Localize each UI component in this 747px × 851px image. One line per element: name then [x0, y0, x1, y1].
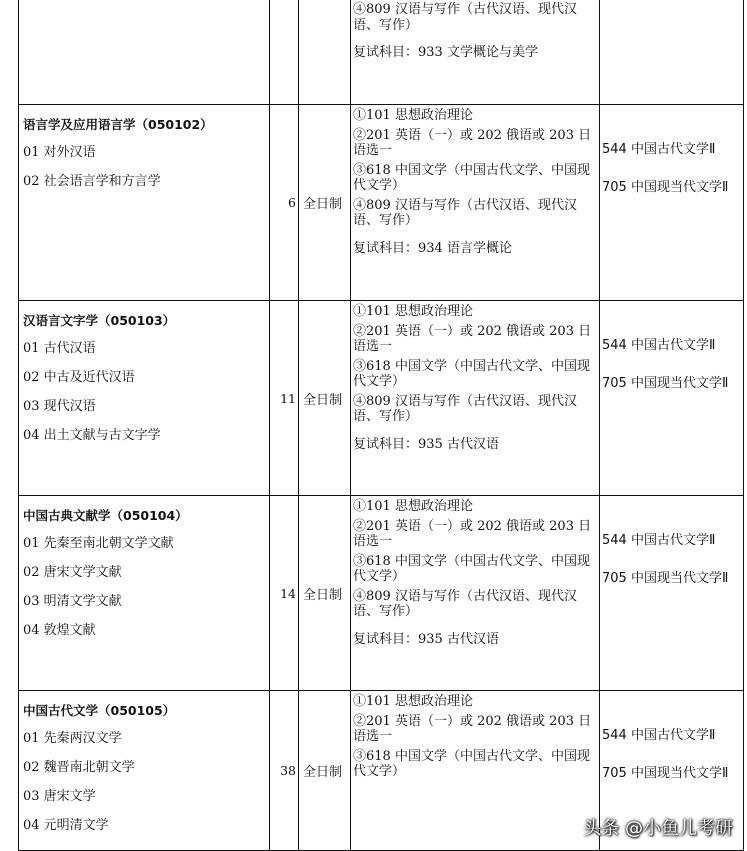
- major-cell: [19, 105, 270, 301]
- count-cell: [270, 0, 299, 105]
- subjects-cell: [351, 691, 600, 851]
- exam-subject: ①101 思想政治理论: [353, 499, 473, 514]
- table-row: [19, 105, 744, 301]
- exam-subject: ④809 汉语与写作（古代汉语、现代汉语、写作）: [353, 2, 577, 33]
- study-mode: 全日制: [299, 496, 351, 691]
- enrollment-count: 11: [270, 301, 299, 496]
- retest-subject: 复试科目：935 古代汉语: [353, 436, 499, 452]
- reference-subject: 544 中国古代文学Ⅱ: [602, 533, 716, 548]
- research-direction: 04 元明清文学: [23, 818, 109, 833]
- reference-subject: 544 中国古代文学Ⅱ: [602, 142, 716, 157]
- exam-subject: ①101 思想政治理论: [353, 694, 473, 709]
- table-row: [19, 496, 744, 691]
- research-direction: 02 社会语言学和方言学: [23, 174, 161, 189]
- exam-subject: ④809 汉语与写作（古代汉语、现代汉语、写作）: [353, 197, 577, 228]
- reference-subject: 705 中国现当代文学Ⅱ: [602, 571, 729, 586]
- reference-subject: 544 中国古代文学Ⅱ: [602, 728, 716, 743]
- enrollment-count: 14: [270, 496, 299, 691]
- watermark: 头条 @小鱼儿考研: [583, 818, 733, 839]
- refs-cell: [600, 496, 744, 691]
- retest-subject: 复试科目：933 文学概论与美学: [353, 45, 538, 60]
- research-direction: 01 先秦至南北朝文学文献: [23, 536, 174, 551]
- major-title: 中国古典文献学（050104）: [23, 508, 188, 523]
- admissions-table: [18, 0, 744, 851]
- research-direction: 01 先秦两汉文学: [23, 731, 122, 746]
- reference-subject: 705 中国现当代文学Ⅱ: [602, 180, 729, 195]
- major-cell: [19, 496, 270, 691]
- enrollment-count: 6: [270, 105, 299, 301]
- retest-subject: 复试科目：935 古代汉语: [353, 631, 499, 647]
- reference-subject: 544 中国古代文学Ⅱ: [602, 338, 716, 353]
- major-title: 中国古代文学（050105）: [23, 703, 176, 718]
- exam-subject: ①101 思想政治理论: [353, 304, 473, 319]
- study-mode: 全日制: [299, 105, 351, 301]
- exam-subject: ③618 中国文学（中国古代文学、中国现代文学）: [353, 748, 590, 779]
- exam-subject: ①101 思想政治理论: [353, 108, 473, 123]
- table-row: [19, 301, 744, 496]
- research-direction: 04 出土文献与古文字学: [23, 428, 161, 443]
- major-cell: [19, 691, 270, 851]
- research-direction: 03 明清文学文献: [23, 594, 122, 609]
- exam-subject: ③618 中国文学（中国古代文学、中国现代文学）: [353, 162, 590, 193]
- research-direction: 02 魏晋南北朝文学: [23, 760, 135, 775]
- study-mode: 全日制: [299, 691, 351, 851]
- research-direction: 01 对外汉语: [23, 145, 96, 160]
- research-direction: 03 现代汉语: [23, 399, 96, 414]
- exam-subject: ②201 英语（一）或 202 俄语或 203 日语选一: [353, 713, 592, 744]
- reference-subject: 705 中国现当代文学Ⅱ: [602, 766, 729, 781]
- research-direction: 01 古代汉语: [23, 341, 96, 356]
- research-direction: 02 中古及近代汉语: [23, 370, 135, 385]
- subjects-cell: [351, 105, 600, 301]
- enrollment-count: 38: [270, 691, 299, 851]
- exam-subject: ③618 中国文学（中国古代文学、中国现代文学）: [353, 358, 590, 389]
- major-title: 语言学及应用语言学（050102）: [23, 117, 213, 132]
- major-cell: [19, 301, 270, 496]
- refs-cell: [600, 105, 744, 301]
- major-cell: [19, 0, 270, 105]
- subjects-cell: [351, 496, 600, 691]
- study-mode: 全日制: [299, 301, 351, 496]
- mode-cell: [299, 0, 351, 105]
- exam-subject: ②201 英语（一）或 202 俄语或 203 日语选一: [353, 518, 592, 549]
- research-direction: 03 唐宋文学: [23, 789, 96, 804]
- subjects-cell: [351, 301, 600, 496]
- top-fragment-row: [19, 0, 744, 105]
- research-direction: 02 唐宋文学文献: [23, 565, 122, 580]
- exam-subject: ④809 汉语与写作（古代汉语、现代汉语、写作）: [353, 588, 577, 619]
- refs-cell: [600, 0, 744, 105]
- exam-subject: ②201 英语（一）或 202 俄语或 203 日语选一: [353, 127, 592, 158]
- refs-cell: [600, 301, 744, 496]
- exam-subject: ④809 汉语与写作（古代汉语、现代汉语、写作）: [353, 393, 577, 424]
- reference-subject: 705 中国现当代文学Ⅱ: [602, 376, 729, 391]
- research-direction: 04 敦煌文献: [23, 623, 96, 638]
- retest-subject: 复试科目：934 语言学概论: [353, 240, 512, 256]
- exam-subject: ②201 英语（一）或 202 俄语或 203 日语选一: [353, 323, 592, 354]
- subjects-cell: [351, 0, 600, 105]
- major-title: 汉语言文字学（050103）: [23, 313, 176, 328]
- exam-subject: ③618 中国文学（中国古代文学、中国现代文学）: [353, 553, 590, 584]
